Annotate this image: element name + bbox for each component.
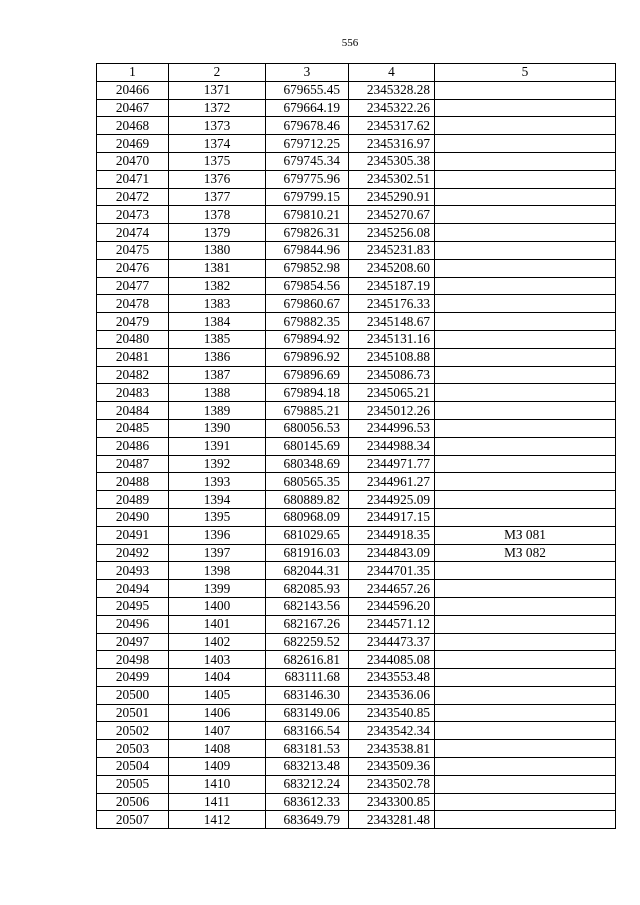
note-cell xyxy=(435,366,616,384)
x-coordinate-cell: 681916.03 xyxy=(266,544,349,562)
x-coordinate-cell: 679894.92 xyxy=(266,330,349,348)
x-coordinate-cell: 682044.31 xyxy=(266,562,349,580)
point-number-cell: 20490 xyxy=(97,508,169,526)
table-row xyxy=(97,419,616,437)
table-row xyxy=(97,597,616,615)
note-cell xyxy=(435,241,616,259)
point-number-cell: 20505 xyxy=(97,775,169,793)
note-cell xyxy=(435,651,616,669)
y-coordinate-cell: 2345317.62 xyxy=(349,117,435,135)
note-cell xyxy=(435,117,616,135)
note-cell xyxy=(435,224,616,242)
index-cell: 1400 xyxy=(169,597,266,615)
y-coordinate-cell: 2343542.34 xyxy=(349,722,435,740)
point-number-cell: 20493 xyxy=(97,562,169,580)
point-number-cell: 20486 xyxy=(97,437,169,455)
index-cell: 1404 xyxy=(169,669,266,687)
index-cell: 1373 xyxy=(169,117,266,135)
index-cell: 1395 xyxy=(169,508,266,526)
point-number-cell: 20498 xyxy=(97,651,169,669)
note-cell xyxy=(435,295,616,313)
y-coordinate-cell: 2344473.37 xyxy=(349,633,435,651)
table-body xyxy=(97,81,616,828)
index-cell: 1409 xyxy=(169,758,266,776)
x-coordinate-cell: 679854.56 xyxy=(266,277,349,295)
y-coordinate-cell: 2343509.36 xyxy=(349,758,435,776)
table-row xyxy=(97,758,616,776)
table-row xyxy=(97,455,616,473)
x-coordinate-cell: 680889.82 xyxy=(266,491,349,509)
column-header-4: 4 xyxy=(349,64,435,82)
column-header-1: 1 xyxy=(97,64,169,82)
point-number-cell: 20470 xyxy=(97,152,169,170)
note-cell xyxy=(435,277,616,295)
note-cell xyxy=(435,455,616,473)
y-coordinate-cell: 2345270.67 xyxy=(349,206,435,224)
index-cell: 1405 xyxy=(169,686,266,704)
table-row xyxy=(97,348,616,366)
point-number-cell: 20474 xyxy=(97,224,169,242)
table-row xyxy=(97,775,616,793)
note-cell xyxy=(435,704,616,722)
point-number-cell: 20496 xyxy=(97,615,169,633)
point-number-cell: 20499 xyxy=(97,669,169,687)
y-coordinate-cell: 2343553.48 xyxy=(349,669,435,687)
y-coordinate-cell: 2343536.06 xyxy=(349,686,435,704)
x-coordinate-cell: 680968.09 xyxy=(266,508,349,526)
point-number-cell: 20485 xyxy=(97,419,169,437)
point-number-cell: 20497 xyxy=(97,633,169,651)
index-cell: 1397 xyxy=(169,544,266,562)
x-coordinate-cell: 679882.35 xyxy=(266,313,349,331)
table-row xyxy=(97,473,616,491)
point-number-cell: 20500 xyxy=(97,686,169,704)
table-row xyxy=(97,170,616,188)
y-coordinate-cell: 2345328.28 xyxy=(349,81,435,99)
note-cell: МЗ 082 xyxy=(435,544,616,562)
point-number-cell: 20481 xyxy=(97,348,169,366)
y-coordinate-cell: 2345086.73 xyxy=(349,366,435,384)
note-cell xyxy=(435,491,616,509)
note-cell xyxy=(435,811,616,829)
index-cell: 1394 xyxy=(169,491,266,509)
x-coordinate-cell: 679810.21 xyxy=(266,206,349,224)
table-row xyxy=(97,135,616,153)
table-row xyxy=(97,669,616,687)
table-row xyxy=(97,651,616,669)
index-cell: 1403 xyxy=(169,651,266,669)
note-cell xyxy=(435,437,616,455)
index-cell: 1407 xyxy=(169,722,266,740)
y-coordinate-cell: 2345108.88 xyxy=(349,348,435,366)
y-coordinate-cell: 2345302.51 xyxy=(349,170,435,188)
x-coordinate-cell: 679745.34 xyxy=(266,152,349,170)
table-row xyxy=(97,259,616,277)
note-cell xyxy=(435,402,616,420)
index-cell: 1410 xyxy=(169,775,266,793)
index-cell: 1392 xyxy=(169,455,266,473)
point-number-cell: 20503 xyxy=(97,740,169,758)
x-coordinate-cell: 683212.24 xyxy=(266,775,349,793)
index-cell: 1408 xyxy=(169,740,266,758)
point-number-cell: 20478 xyxy=(97,295,169,313)
table-row xyxy=(97,740,616,758)
index-cell: 1384 xyxy=(169,313,266,331)
point-number-cell: 20483 xyxy=(97,384,169,402)
note-cell xyxy=(435,313,616,331)
index-cell: 1383 xyxy=(169,295,266,313)
coordinates-table xyxy=(96,63,616,829)
index-cell: 1411 xyxy=(169,793,266,811)
table-row xyxy=(97,526,616,544)
index-cell: 1412 xyxy=(169,811,266,829)
x-coordinate-cell: 682259.52 xyxy=(266,633,349,651)
x-coordinate-cell: 683149.06 xyxy=(266,704,349,722)
point-number-cell: 20504 xyxy=(97,758,169,776)
y-coordinate-cell: 2345256.08 xyxy=(349,224,435,242)
table-row xyxy=(97,241,616,259)
note-cell xyxy=(435,152,616,170)
note-cell xyxy=(435,419,616,437)
note-cell xyxy=(435,615,616,633)
note-cell xyxy=(435,508,616,526)
point-number-cell: 20468 xyxy=(97,117,169,135)
point-number-cell: 20501 xyxy=(97,704,169,722)
point-number-cell: 20466 xyxy=(97,81,169,99)
index-cell: 1406 xyxy=(169,704,266,722)
note-cell xyxy=(435,580,616,598)
table-row xyxy=(97,99,616,117)
x-coordinate-cell: 679712.25 xyxy=(266,135,349,153)
table-row xyxy=(97,491,616,509)
y-coordinate-cell: 2345148.67 xyxy=(349,313,435,331)
x-coordinate-cell: 679844.96 xyxy=(266,241,349,259)
index-cell: 1402 xyxy=(169,633,266,651)
note-cell xyxy=(435,81,616,99)
table-row xyxy=(97,188,616,206)
point-number-cell: 20477 xyxy=(97,277,169,295)
note-cell xyxy=(435,188,616,206)
point-number-cell: 20489 xyxy=(97,491,169,509)
index-cell: 1375 xyxy=(169,152,266,170)
y-coordinate-cell: 2344961.27 xyxy=(349,473,435,491)
y-coordinate-cell: 2344596.20 xyxy=(349,597,435,615)
y-coordinate-cell: 2344843.09 xyxy=(349,544,435,562)
point-number-cell: 20484 xyxy=(97,402,169,420)
y-coordinate-cell: 2343281.48 xyxy=(349,811,435,829)
x-coordinate-cell: 679799.15 xyxy=(266,188,349,206)
point-number-cell: 20475 xyxy=(97,241,169,259)
y-coordinate-cell: 2345012.26 xyxy=(349,402,435,420)
index-cell: 1391 xyxy=(169,437,266,455)
note-cell xyxy=(435,170,616,188)
point-number-cell: 20487 xyxy=(97,455,169,473)
column-header-3: 3 xyxy=(266,64,349,82)
x-coordinate-cell: 679894.18 xyxy=(266,384,349,402)
x-coordinate-cell: 683213.48 xyxy=(266,758,349,776)
note-cell xyxy=(435,473,616,491)
table-row xyxy=(97,793,616,811)
note-cell xyxy=(435,722,616,740)
index-cell: 1393 xyxy=(169,473,266,491)
y-coordinate-cell: 2345187.19 xyxy=(349,277,435,295)
table-row xyxy=(97,580,616,598)
x-coordinate-cell: 679826.31 xyxy=(266,224,349,242)
index-cell: 1376 xyxy=(169,170,266,188)
index-cell: 1378 xyxy=(169,206,266,224)
note-cell xyxy=(435,99,616,117)
table-row xyxy=(97,224,616,242)
page-number: 556 xyxy=(341,37,359,49)
table-row xyxy=(97,313,616,331)
table-row xyxy=(97,277,616,295)
x-coordinate-cell: 680056.53 xyxy=(266,419,349,437)
note-cell xyxy=(435,135,616,153)
x-coordinate-cell: 683181.53 xyxy=(266,740,349,758)
note-cell xyxy=(435,793,616,811)
y-coordinate-cell: 2343300.85 xyxy=(349,793,435,811)
column-header-5: 5 xyxy=(435,64,616,82)
table-row xyxy=(97,206,616,224)
table-row xyxy=(97,81,616,99)
note-cell xyxy=(435,259,616,277)
y-coordinate-cell: 2344085.08 xyxy=(349,651,435,669)
x-coordinate-cell: 679885.21 xyxy=(266,402,349,420)
note-cell xyxy=(435,758,616,776)
x-coordinate-cell: 681029.65 xyxy=(266,526,349,544)
table-row xyxy=(97,811,616,829)
y-coordinate-cell: 2344701.35 xyxy=(349,562,435,580)
point-number-cell: 20471 xyxy=(97,170,169,188)
point-number-cell: 20469 xyxy=(97,135,169,153)
index-cell: 1379 xyxy=(169,224,266,242)
point-number-cell: 20479 xyxy=(97,313,169,331)
y-coordinate-cell: 2345131.16 xyxy=(349,330,435,348)
table-row xyxy=(97,402,616,420)
index-cell: 1372 xyxy=(169,99,266,117)
table-row xyxy=(97,633,616,651)
note-cell xyxy=(435,348,616,366)
x-coordinate-cell: 682167.26 xyxy=(266,615,349,633)
x-coordinate-cell: 679678.46 xyxy=(266,117,349,135)
x-coordinate-cell: 682085.93 xyxy=(266,580,349,598)
note-cell xyxy=(435,562,616,580)
point-number-cell: 20473 xyxy=(97,206,169,224)
table-row xyxy=(97,704,616,722)
column-header-2: 2 xyxy=(169,64,266,82)
point-number-cell: 20506 xyxy=(97,793,169,811)
index-cell: 1381 xyxy=(169,259,266,277)
point-number-cell: 20502 xyxy=(97,722,169,740)
table-header-row xyxy=(97,64,616,82)
index-cell: 1398 xyxy=(169,562,266,580)
point-number-cell: 20472 xyxy=(97,188,169,206)
y-coordinate-cell: 2343502.78 xyxy=(349,775,435,793)
x-coordinate-cell: 679896.92 xyxy=(266,348,349,366)
x-coordinate-cell: 682143.56 xyxy=(266,597,349,615)
index-cell: 1386 xyxy=(169,348,266,366)
index-cell: 1389 xyxy=(169,402,266,420)
note-cell xyxy=(435,775,616,793)
y-coordinate-cell: 2345305.38 xyxy=(349,152,435,170)
table-row xyxy=(97,686,616,704)
table-row xyxy=(97,152,616,170)
y-coordinate-cell: 2344971.77 xyxy=(349,455,435,473)
y-coordinate-cell: 2344918.35 xyxy=(349,526,435,544)
note-cell xyxy=(435,669,616,687)
y-coordinate-cell: 2344571.12 xyxy=(349,615,435,633)
index-cell: 1388 xyxy=(169,384,266,402)
y-coordinate-cell: 2345065.21 xyxy=(349,384,435,402)
y-coordinate-cell: 2344988.34 xyxy=(349,437,435,455)
index-cell: 1382 xyxy=(169,277,266,295)
x-coordinate-cell: 679655.45 xyxy=(266,81,349,99)
table-row xyxy=(97,508,616,526)
x-coordinate-cell: 683166.54 xyxy=(266,722,349,740)
point-number-cell: 20491 xyxy=(97,526,169,544)
y-coordinate-cell: 2344917.15 xyxy=(349,508,435,526)
y-coordinate-cell: 2345316.97 xyxy=(349,135,435,153)
note-cell xyxy=(435,597,616,615)
index-cell: 1401 xyxy=(169,615,266,633)
x-coordinate-cell: 683649.79 xyxy=(266,811,349,829)
x-coordinate-cell: 680145.69 xyxy=(266,437,349,455)
y-coordinate-cell: 2345231.83 xyxy=(349,241,435,259)
x-coordinate-cell: 680565.35 xyxy=(266,473,349,491)
y-coordinate-cell: 2345176.33 xyxy=(349,295,435,313)
y-coordinate-cell: 2345322.26 xyxy=(349,99,435,117)
x-coordinate-cell: 679896.69 xyxy=(266,366,349,384)
x-coordinate-cell: 680348.69 xyxy=(266,455,349,473)
x-coordinate-cell: 683612.33 xyxy=(266,793,349,811)
x-coordinate-cell: 679852.98 xyxy=(266,259,349,277)
x-coordinate-cell: 679775.96 xyxy=(266,170,349,188)
table-row xyxy=(97,615,616,633)
point-number-cell: 20480 xyxy=(97,330,169,348)
table-row xyxy=(97,437,616,455)
y-coordinate-cell: 2344996.53 xyxy=(349,419,435,437)
y-coordinate-cell: 2345290.91 xyxy=(349,188,435,206)
index-cell: 1387 xyxy=(169,366,266,384)
point-number-cell: 20488 xyxy=(97,473,169,491)
y-coordinate-cell: 2345208.60 xyxy=(349,259,435,277)
x-coordinate-cell: 683146.30 xyxy=(266,686,349,704)
table-row xyxy=(97,722,616,740)
index-cell: 1390 xyxy=(169,419,266,437)
y-coordinate-cell: 2344657.26 xyxy=(349,580,435,598)
note-cell xyxy=(435,740,616,758)
note-cell xyxy=(435,633,616,651)
point-number-cell: 20494 xyxy=(97,580,169,598)
point-number-cell: 20507 xyxy=(97,811,169,829)
table-row xyxy=(97,562,616,580)
note-cell xyxy=(435,330,616,348)
x-coordinate-cell: 679664.19 xyxy=(266,99,349,117)
y-coordinate-cell: 2343538.81 xyxy=(349,740,435,758)
index-cell: 1396 xyxy=(169,526,266,544)
y-coordinate-cell: 2344925.09 xyxy=(349,491,435,509)
index-cell: 1371 xyxy=(169,81,266,99)
table-row xyxy=(97,117,616,135)
table-row xyxy=(97,384,616,402)
table-row xyxy=(97,544,616,562)
note-cell xyxy=(435,384,616,402)
index-cell: 1399 xyxy=(169,580,266,598)
note-cell: МЗ 081 xyxy=(435,526,616,544)
x-coordinate-cell: 683111.68 xyxy=(266,669,349,687)
table-row xyxy=(97,330,616,348)
point-number-cell: 20467 xyxy=(97,99,169,117)
index-cell: 1374 xyxy=(169,135,266,153)
table-row xyxy=(97,366,616,384)
index-cell: 1380 xyxy=(169,241,266,259)
point-number-cell: 20476 xyxy=(97,259,169,277)
x-coordinate-cell: 679860.67 xyxy=(266,295,349,313)
point-number-cell: 20482 xyxy=(97,366,169,384)
index-cell: 1385 xyxy=(169,330,266,348)
note-cell xyxy=(435,686,616,704)
y-coordinate-cell: 2343540.85 xyxy=(349,704,435,722)
point-number-cell: 20495 xyxy=(97,597,169,615)
table-row xyxy=(97,295,616,313)
index-cell: 1377 xyxy=(169,188,266,206)
point-number-cell: 20492 xyxy=(97,544,169,562)
note-cell xyxy=(435,206,616,224)
x-coordinate-cell: 682616.81 xyxy=(266,651,349,669)
